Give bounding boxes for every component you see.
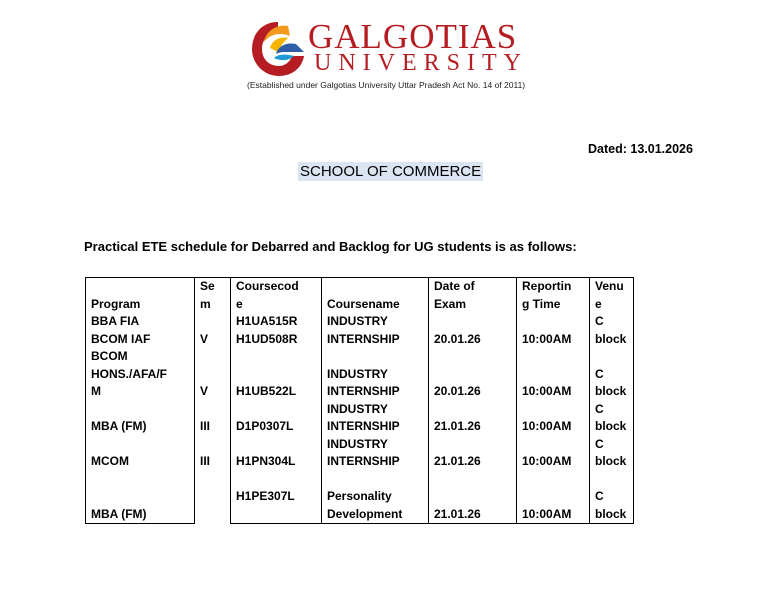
cell-coursename: INDUSTRY INTERNSHIP [322, 436, 429, 471]
cell-time: 10:00AM [517, 348, 590, 401]
logo-wordmark: GALGOTIAS [308, 17, 518, 56]
table-row [86, 401, 634, 436]
header-sem: Se m [195, 278, 231, 314]
cell-time: 10:00AM [517, 471, 590, 524]
header-coursename: Coursename [322, 278, 429, 314]
logo-swirl-icon [248, 18, 308, 80]
cell-program: BBA FIA BCOM IAF [86, 313, 195, 348]
cell-coursename: INDUSTRY INTERNSHIP [322, 348, 429, 401]
cell-date: 20.01.26 [429, 313, 517, 348]
cell-time: 10:00AM [517, 313, 590, 348]
cell-program: MBA (FM) [86, 471, 195, 524]
header-venue: Venu e [590, 278, 634, 314]
cell-venue: C block [590, 436, 634, 471]
logo-subtitle: UNIVERSITY [314, 50, 528, 76]
cell-time: 10:00AM [517, 436, 590, 471]
table-header-row [86, 278, 634, 314]
header-date: Date of Exam [429, 278, 517, 314]
cell-venue: C block [590, 313, 634, 348]
cell-sem: V [195, 313, 231, 348]
cell-venue: C block [590, 348, 634, 401]
table-row [86, 436, 634, 471]
exam-schedule-table [85, 277, 634, 524]
header-coursecode: Coursecod e [231, 278, 322, 314]
cell-sem [195, 471, 231, 524]
cell-coursename: INDUSTRY INTERNSHIP [322, 401, 429, 436]
cell-coursecode: D1P0307L [231, 401, 322, 436]
cell-date: 21.01.26 [429, 436, 517, 471]
table-row [86, 313, 634, 348]
cell-program: MCOM [86, 436, 195, 471]
cell-sem: V [195, 348, 231, 401]
cell-coursecode: H1UA515R H1UD508R [231, 313, 322, 348]
cell-sem: III [195, 436, 231, 471]
cell-date: 21.01.26 [429, 401, 517, 436]
header-reporting-time: Reportin g Time [517, 278, 590, 314]
school-title: SCHOOL OF COMMERCE [300, 163, 482, 180]
header-program: Program [86, 278, 195, 314]
cell-venue: C block [590, 401, 634, 436]
document-date: Dated: 13.01.2026 [588, 142, 693, 156]
cell-time: 10:00AM [517, 401, 590, 436]
table-row [86, 348, 634, 401]
cell-program: BCOM HONS./AFA/F M [86, 348, 195, 401]
cell-coursecode: H1PN304L [231, 436, 322, 471]
cell-coursename: Personality Development [322, 471, 429, 524]
cell-date: 21.01.26 [429, 471, 517, 524]
cell-coursecode: H1UB522L [231, 348, 322, 401]
cell-coursename: INDUSTRY INTERNSHIP [322, 313, 429, 348]
cell-coursecode: H1PE307L [231, 471, 322, 524]
cell-date: 20.01.26 [429, 348, 517, 401]
cell-venue: C block [590, 471, 634, 524]
established-note: (Established under Galgotias University Uttar Pradesh Act No. 14 of 2011) [247, 80, 526, 90]
schedule-intro: Practical ETE schedule for Debarred and Backlog for UG students is as follows: [84, 239, 577, 254]
cell-program: MBA (FM) [86, 401, 195, 436]
table-row [86, 471, 634, 524]
cell-sem: III [195, 401, 231, 436]
